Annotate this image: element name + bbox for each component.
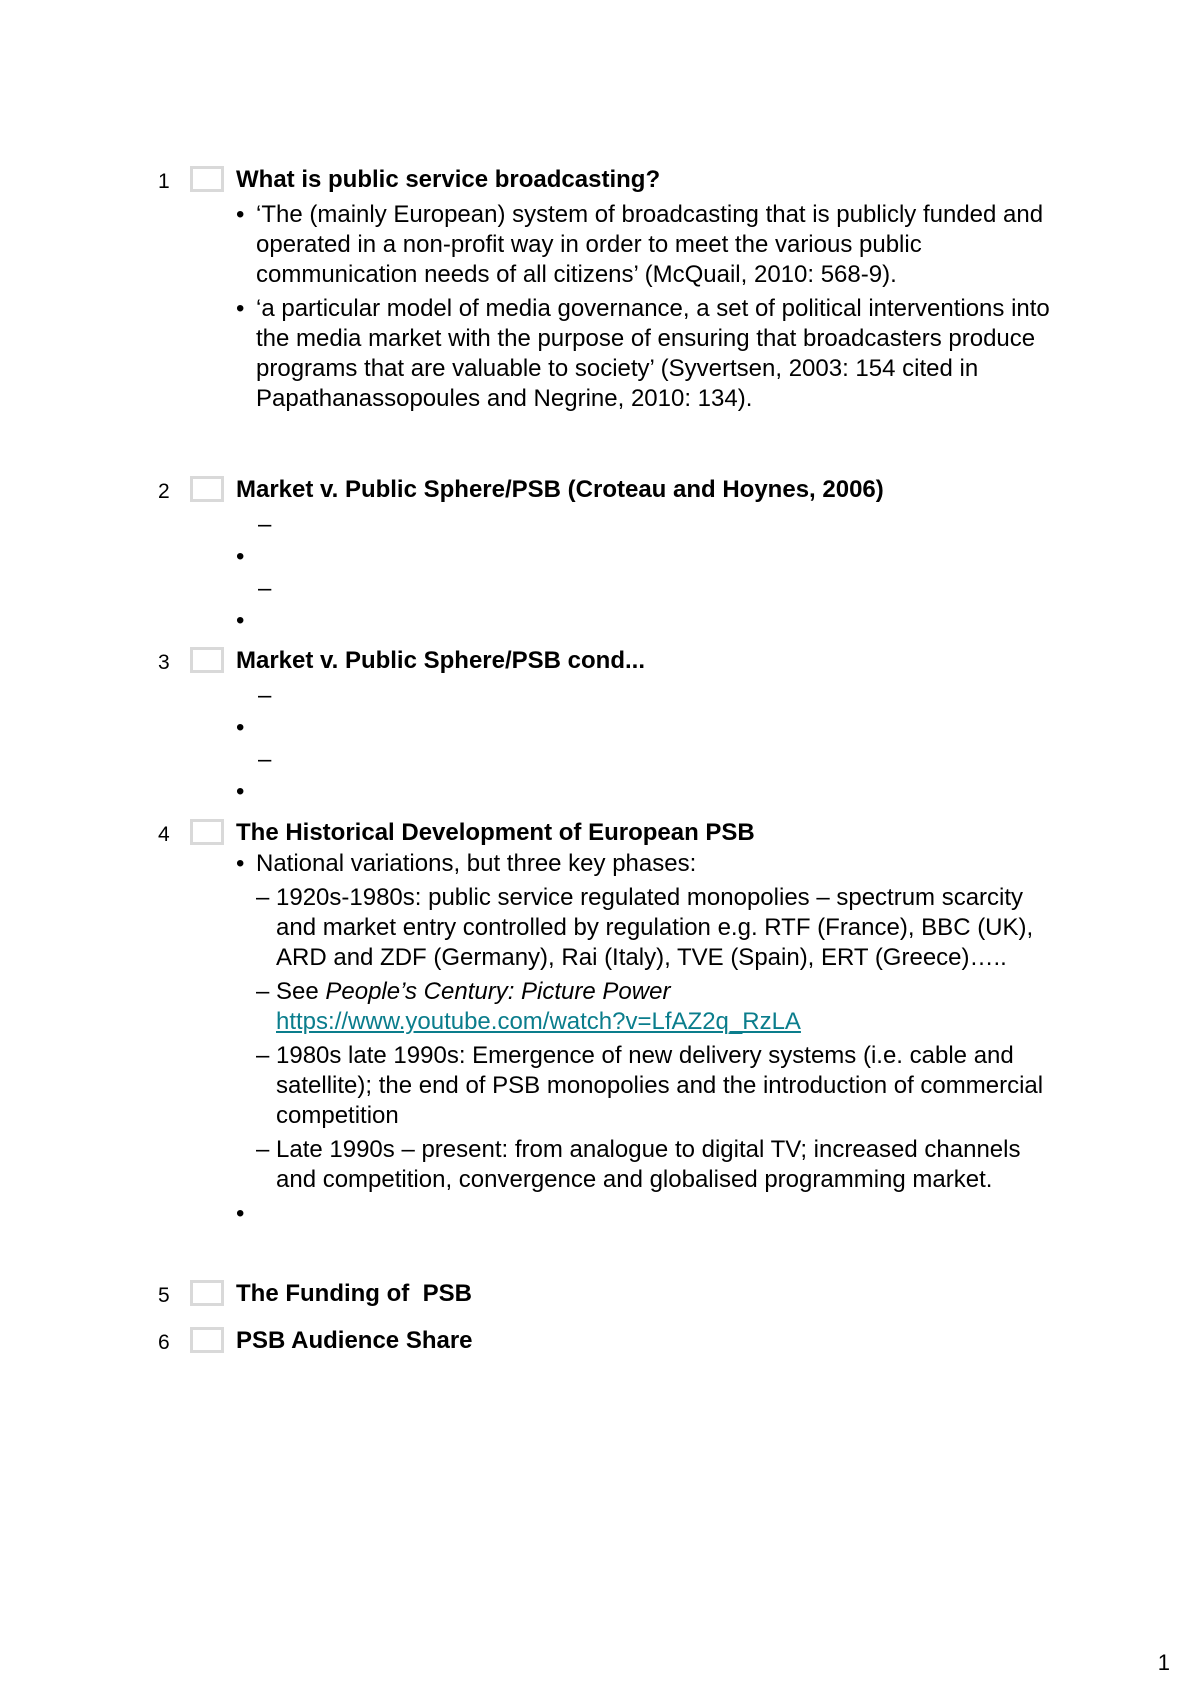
bullet-item bbox=[236, 849, 1056, 879]
slide-thumbnail[interactable] bbox=[190, 476, 224, 502]
empty-sub-bullet bbox=[236, 574, 1056, 606]
bullet-marker: • bbox=[236, 607, 245, 634]
slide-number: 2 bbox=[158, 480, 170, 503]
sub-bullet-text: 1980s late 1990s: Emergence of new delivery systems (i.e. cable and satellite); the end of PSB monopolies and the introduction of commercial competition bbox=[276, 1042, 1044, 1129]
sub-bullet-prefix: See bbox=[276, 978, 326, 1005]
slide-number: 5 bbox=[158, 1284, 170, 1307]
empty-bullet bbox=[236, 606, 1056, 638]
dash-marker: – bbox=[258, 746, 272, 773]
sub-bullet-item bbox=[236, 1041, 1056, 1131]
empty-bullet bbox=[236, 542, 1056, 574]
bullet-item bbox=[236, 200, 1056, 290]
bullet-text: National variations, but three key phases: bbox=[256, 850, 697, 877]
slide-body bbox=[236, 510, 1056, 638]
sub-bullet-item bbox=[236, 1135, 1056, 1195]
slide-title: Market v. Public Sphere/PSB (Croteau and Hoynes, 2006) bbox=[236, 476, 884, 503]
dash-marker: – bbox=[258, 682, 272, 709]
bullet-text: ‘a particular model of media governance, a set of political interventions into the media market with the purpose of ensuring that broadcasters produce programs that are valuable to society’ (Syvertsen, 2003: 154 cited in Papathanassopoules and Negrine, 2010: 134). bbox=[256, 295, 1050, 412]
slide-number: 4 bbox=[158, 823, 170, 846]
youtube-link[interactable]: https://www.youtube.com/watch?v=LfAZ2q_RzLA bbox=[276, 1008, 801, 1035]
empty-bullet bbox=[236, 1199, 1056, 1231]
slide-title: The Funding of PSB bbox=[236, 1280, 472, 1307]
slide-thumbnail[interactable] bbox=[190, 1327, 224, 1353]
slide-body bbox=[236, 681, 1056, 809]
dash-marker: – bbox=[256, 1042, 270, 1069]
slide-body bbox=[236, 200, 1056, 418]
slide-number: 3 bbox=[158, 651, 170, 674]
slide-title: The Historical Development of European PSB bbox=[236, 819, 755, 846]
bullet-marker: • bbox=[236, 850, 245, 877]
bullet-marker: • bbox=[236, 1200, 245, 1227]
page-number: 1 bbox=[1157, 1650, 1170, 1675]
bullet-item bbox=[236, 294, 1056, 414]
dash-marker: – bbox=[258, 511, 272, 538]
sub-bullet-text: Late 1990s – present: from analogue to digital TV; increased channels and competition, convergence and globalised programming market. bbox=[276, 1136, 1021, 1193]
sub-bullet-item bbox=[236, 883, 1056, 973]
slide-thumbnail[interactable] bbox=[190, 166, 224, 192]
bullet-marker: • bbox=[236, 201, 245, 228]
sub-bullet-item bbox=[236, 977, 1056, 1037]
sub-bullet-text: 1920s-1980s: public service regulated monopolies – spectrum scarcity and market entry controlled by regulation e.g. RTF (France), BBC (UK), ARD and ZDF (Germany), Rai (Italy), TVE (Spain), ERT (Greece)….. bbox=[276, 884, 1034, 971]
documentary-title: People’s Century: Picture Power bbox=[325, 978, 671, 1005]
bullet-text: ‘The (mainly European) system of broadcasting that is publicly funded and operated in a non-profit way in order to meet the various public communication needs of all citizens’ (McQuail, 2010: 568-9). bbox=[256, 201, 1044, 288]
empty-sub-bullet bbox=[236, 681, 1056, 713]
slide-number: 1 bbox=[158, 170, 170, 193]
slide-thumbnail[interactable] bbox=[190, 647, 224, 673]
slide-number: 6 bbox=[158, 1331, 170, 1354]
empty-bullet bbox=[236, 777, 1056, 809]
dash-marker: – bbox=[256, 884, 270, 911]
empty-bullet bbox=[236, 713, 1056, 745]
dash-marker: – bbox=[256, 978, 270, 1005]
bullet-marker: • bbox=[236, 543, 245, 570]
slide-title: What is public service broadcasting? bbox=[236, 166, 661, 193]
dash-marker: – bbox=[256, 1136, 270, 1163]
slide-title: Market v. Public Sphere/PSB cond... bbox=[236, 647, 645, 674]
bullet-marker: • bbox=[236, 295, 245, 322]
slide-thumbnail[interactable] bbox=[190, 1280, 224, 1306]
dash-marker: – bbox=[258, 575, 272, 602]
slide-thumbnail[interactable] bbox=[190, 819, 224, 845]
bullet-marker: • bbox=[236, 778, 245, 805]
empty-sub-bullet bbox=[236, 510, 1056, 542]
empty-sub-bullet bbox=[236, 745, 1056, 777]
slide-title: PSB Audience Share bbox=[236, 1327, 473, 1354]
bullet-marker: • bbox=[236, 714, 245, 741]
slide-body bbox=[236, 849, 1056, 1231]
